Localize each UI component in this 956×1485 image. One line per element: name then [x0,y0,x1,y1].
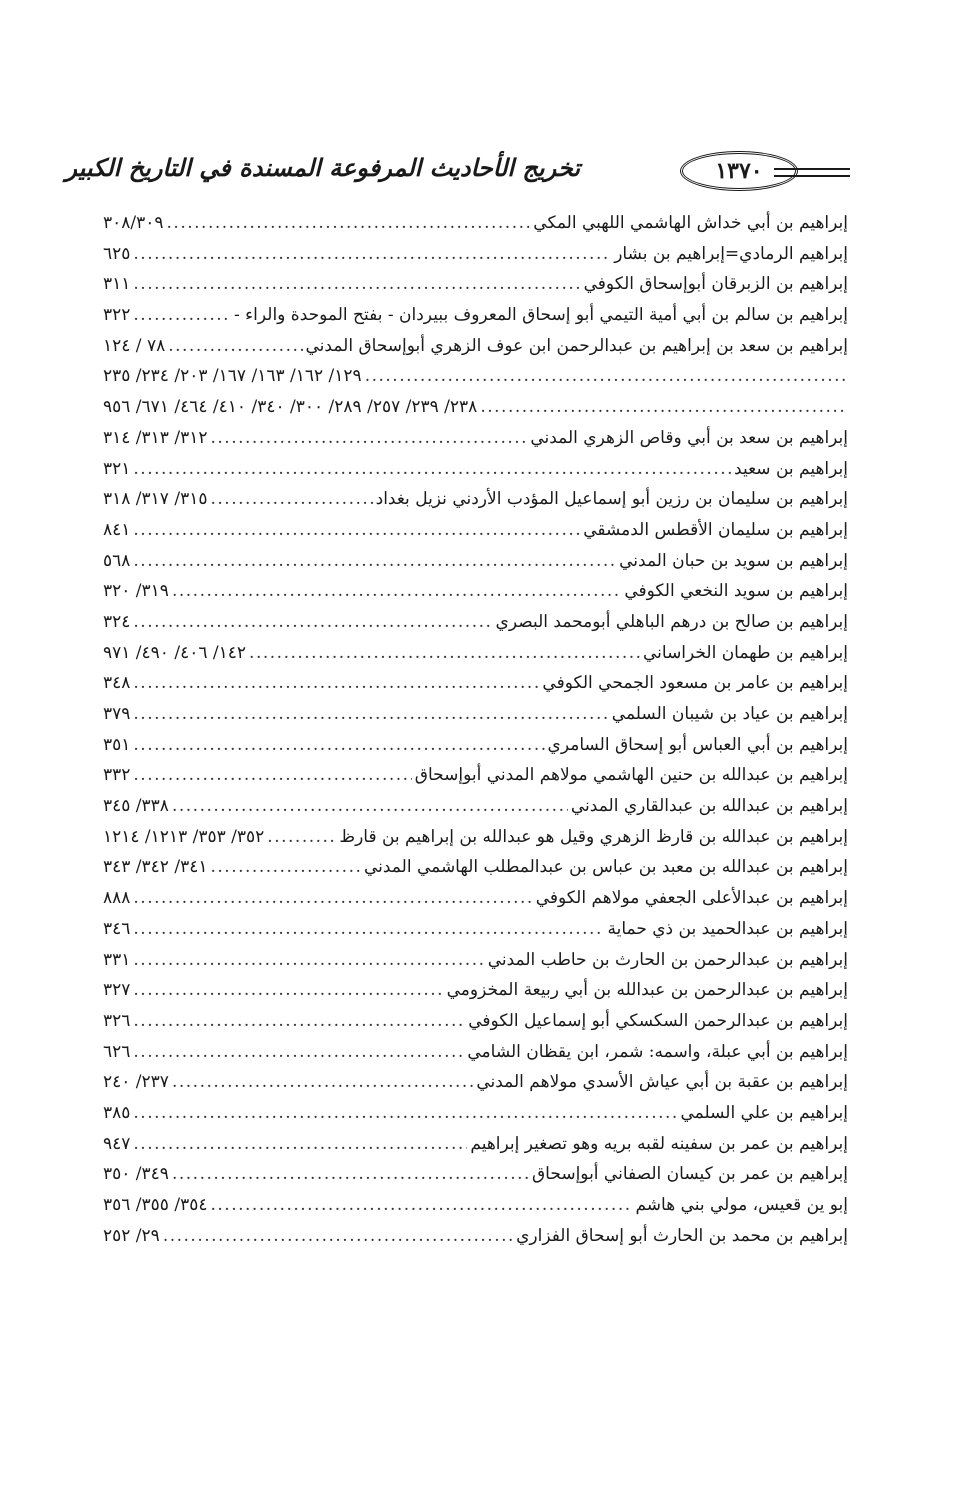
dot-leader [133,1006,465,1037]
entry-name: إبراهيم بن عبدالرحمن السكسكي أبو إسماعيل الكوفي [468,1010,848,1031]
entry-name: إبراهيم بن عبدالله بن حنين الهاشمي مولاهم المدني أبوإسحاق [414,765,848,786]
index-entry [103,914,848,945]
entry-pages: ٣٢٢ [103,305,131,326]
dot-leader [133,454,731,485]
entry-pages: ٣١١ [103,274,131,295]
entry-name: إبراهيم بن صالح بن درهم الباهلي أبومحمد البصري [495,611,848,632]
entry-name: إبو ين قعيس، مولي بني هاشم [635,1195,848,1215]
index-entry [103,361,848,392]
index-entry [103,208,848,239]
dot-leader [133,546,616,577]
entry-pages: ٣٢٧ [103,980,131,1001]
entry-pages: ٣٢٦ [103,1010,131,1031]
entry-pages: ٣١٩/ ٣٢٠ [103,581,169,602]
entry-pages: ٣٥٤/ ٣٥٥/ ٣٥٦ [103,1195,208,1215]
index-entry [103,423,848,454]
entry-pages: ٢٣٨/ ٢٣٩/ ٢٥٧/ ٢٨٩/ ٣٠٠/ ٣٤٠/ ٤١٠/ ٤٦٤/ ٦٧١/ ٩٥٦ [103,397,478,418]
index-entry [103,1190,848,1221]
index-entry [103,392,848,423]
entry-name: إبراهيم بن عبدالحميد بن ذي حماية [607,918,848,939]
entry-name: إبراهيم بن عبدالله بن عبدالقاري المدني [570,796,848,817]
dot-leader [172,791,568,822]
dot-leader [163,1221,513,1252]
entry-pages: ٣٤١/ ٣٤٢/ ٣٤٣ [103,857,208,878]
entry-name: إبراهيم بن سويد النخعي الكوفي [624,581,848,602]
index-list [103,208,848,1251]
index-entry [103,1006,848,1037]
dot-leader [133,1098,677,1129]
entry-name: إبراهيم بن سليمان بن رزين أبو إسماعيل المؤدب الأردني نزيل بغداد [375,489,848,510]
dot-leader [133,607,492,638]
index-entry [103,699,848,730]
dot-leader [133,945,484,976]
entry-pages: ١٢٩/ ١٦٢/ ١٦٣/ ١٦٧/ ٢٠٣/ ٢٣٤/ ٢٣٥ [103,366,362,387]
page-header [65,145,850,195]
index-entry [103,760,848,791]
dot-leader [133,914,604,945]
entry-pages: ٣٣٢ [103,765,131,786]
entry-name: إبراهيم بن عبدالأعلى الجعفي مولاهم الكوفي [535,888,848,909]
dot-leader [133,300,231,331]
entry-pages: ٣٠٨/٣٠٩ [103,213,164,233]
index-entry [103,668,848,699]
entry-name: إبراهيم بن أبي خداش الهاشمي اللهبي المكي [533,213,848,233]
dot-leader [211,484,373,515]
index-entry [103,1037,848,1068]
index-entry [103,975,848,1006]
index-entry [103,1067,848,1098]
index-entry [103,300,848,331]
dot-leader [133,730,544,761]
entry-name: إبراهيم بن أبي عبلة، واسمه: شمر، ابن يقظان الشامي [467,1041,848,1062]
page-number-badge [680,151,798,191]
index-entry [103,730,848,761]
dot-leader [167,208,531,239]
dot-leader [172,1159,529,1190]
entry-pages: ٩٤٧ [103,1133,131,1154]
entry-name: إبراهيم بن عمر بن سفينه لقبه بريه وهو تصغير إبراهيم [470,1133,848,1154]
dot-leader [267,822,336,853]
entry-name: إبراهيم بن عامر بن مسعود الجمحي الكوفي [542,673,848,694]
entry-name: إبراهيم بن علي السلمي [680,1102,848,1123]
entry-pages: ١٤٢/ ٤٠٦/ ٤٩٠/ ٩٧١ [103,642,247,663]
index-entry [103,546,848,577]
page-number: ١٣٧٠ [715,158,763,184]
dot-leader [133,239,611,270]
entry-pages: ٣٨٥ [103,1102,131,1123]
entry-pages: ٣٥٢/ ٣٥٣/ ١٢١٣/ ١٢١٤ [103,826,265,847]
entry-name: إبراهيم بن عقبة بن أبي عياش الأسدي مولاهم المدني [476,1072,848,1093]
index-entry [103,852,848,883]
index-entry [103,1129,848,1160]
entry-pages: ٣٤٦ [103,918,131,939]
entry-pages: ٣١٢/ ٣١٣/ ٣١٤ [103,427,208,448]
dot-leader [133,975,443,1006]
entry-pages: ٣٥١ [103,734,131,755]
entry-pages: ٧٨ / ١٢٤ [103,335,166,356]
dot-leader [133,269,580,300]
entry-pages: ٦٢٦ [103,1041,131,1062]
entry-name: إبراهيم بن أبي العباس أبو إسحاق السامري [547,734,848,755]
entry-name: إبراهيم بن الزبرقان أبوإسحاق الكوفي [583,274,848,295]
index-entry [103,576,848,607]
entry-pages: ٦٢٥ [103,243,131,264]
entry-pages: ٣٣٨/ ٣٤٥ [103,796,169,817]
entry-name: إبراهيم بن سالم بن أبي أمية التيمي أبو إسحاق المعروف ببيردان - بفتح الموحدة والراء - [234,305,848,326]
entry-name: إبراهيم الرمادي=إبراهيم بن بشار [614,243,848,264]
index-entry [103,484,848,515]
dot-leader [249,638,640,669]
entry-pages: ٣٣١ [103,949,131,970]
dot-leader [133,668,539,699]
index-entry [103,269,848,300]
entry-pages: ٨٤١ [103,519,131,540]
entry-pages: ٥٦٨ [103,550,131,571]
entry-name: إبراهيم بن عياد بن شيبان السلمي [611,704,848,724]
entry-pages: ٨٨٨ [103,888,131,909]
dot-leader [133,760,411,791]
entry-pages: ٣١٥/ ٣١٧/ ٣١٨ [103,489,208,510]
entry-name: إبراهيم بن عبدالرحمن بن عبدالله بن أبي ربيعة المخزومي [446,980,848,1001]
index-entry [103,1159,848,1190]
entry-pages: ٢٩/ ٢٥٢ [103,1225,160,1246]
dot-leader [133,515,580,546]
index-entry [103,515,848,546]
entry-name: إبراهيم بن عبدالرحمن بن الحارث بن حاطب المدني [487,949,848,970]
index-entry [103,791,848,822]
entry-name: إبراهيم بن عبدالله بن قارظ الزهري وقيل هو عبدالله بن إبراهيم بن قارظ [339,826,848,847]
dot-leader [133,1129,467,1160]
dot-leader [133,1037,464,1068]
entry-name: إبراهيم بن سعيد [734,458,848,479]
index-entry [103,239,848,270]
index-entry [103,945,848,976]
index-entry [103,1098,848,1129]
index-entry [103,331,848,362]
entry-name: إبراهيم بن سليمان الأقطس الدمشقي [583,519,848,540]
entry-name: إبراهيم بن سعد بن إبراهيم بن عبدالرحمن ابن عوف الزهري أبوإسحاق المدني [305,335,848,356]
dot-leader [211,423,528,454]
entry-pages: ٣٤٩/ ٣٥٠ [103,1164,169,1185]
entry-pages: ٣٧٩ [103,704,131,724]
entry-name: إبراهيم بن سعد بن أبي وقاص الزهري المدني [530,427,848,448]
running-title: تخريج الأحاديث المرفوعة المسندة في التاريخ الكبير [65,153,580,182]
dot-leader [211,852,361,883]
dot-leader [480,392,845,423]
dot-leader [211,1190,633,1221]
index-entry [103,822,848,853]
entry-name: إبراهيم بن طهمان الخراساني [642,642,848,663]
entry-name: إبراهيم بن عمر بن كيسان الصفاني أبوإسحاق [531,1164,848,1185]
index-entry [103,638,848,669]
entry-pages: ٣٢٤ [103,611,131,632]
entry-name: إبراهيم بن عبدالله بن معبد بن عباس بن عبدالمطلب الهاشمي المدني [363,857,848,878]
entry-pages: ٣٢١ [103,458,131,479]
entry-name: إبراهيم بن محمد بن الحارث أبو إسحاق الفزاري [516,1225,848,1246]
dot-leader [133,883,532,914]
index-entry [103,883,848,914]
index-entry [103,1221,848,1252]
dot-leader [168,331,302,362]
dot-leader [172,576,621,607]
dot-leader [365,361,845,392]
dot-leader [133,699,608,730]
index-entry [103,454,848,485]
entry-pages: ٣٤٨ [103,673,131,694]
index-entry [103,607,848,638]
dot-leader [172,1067,473,1098]
entry-name: إبراهيم بن سويد بن حبان المدني [619,550,848,571]
entry-pages: ٢٣٧/ ٢٤٠ [103,1072,169,1093]
